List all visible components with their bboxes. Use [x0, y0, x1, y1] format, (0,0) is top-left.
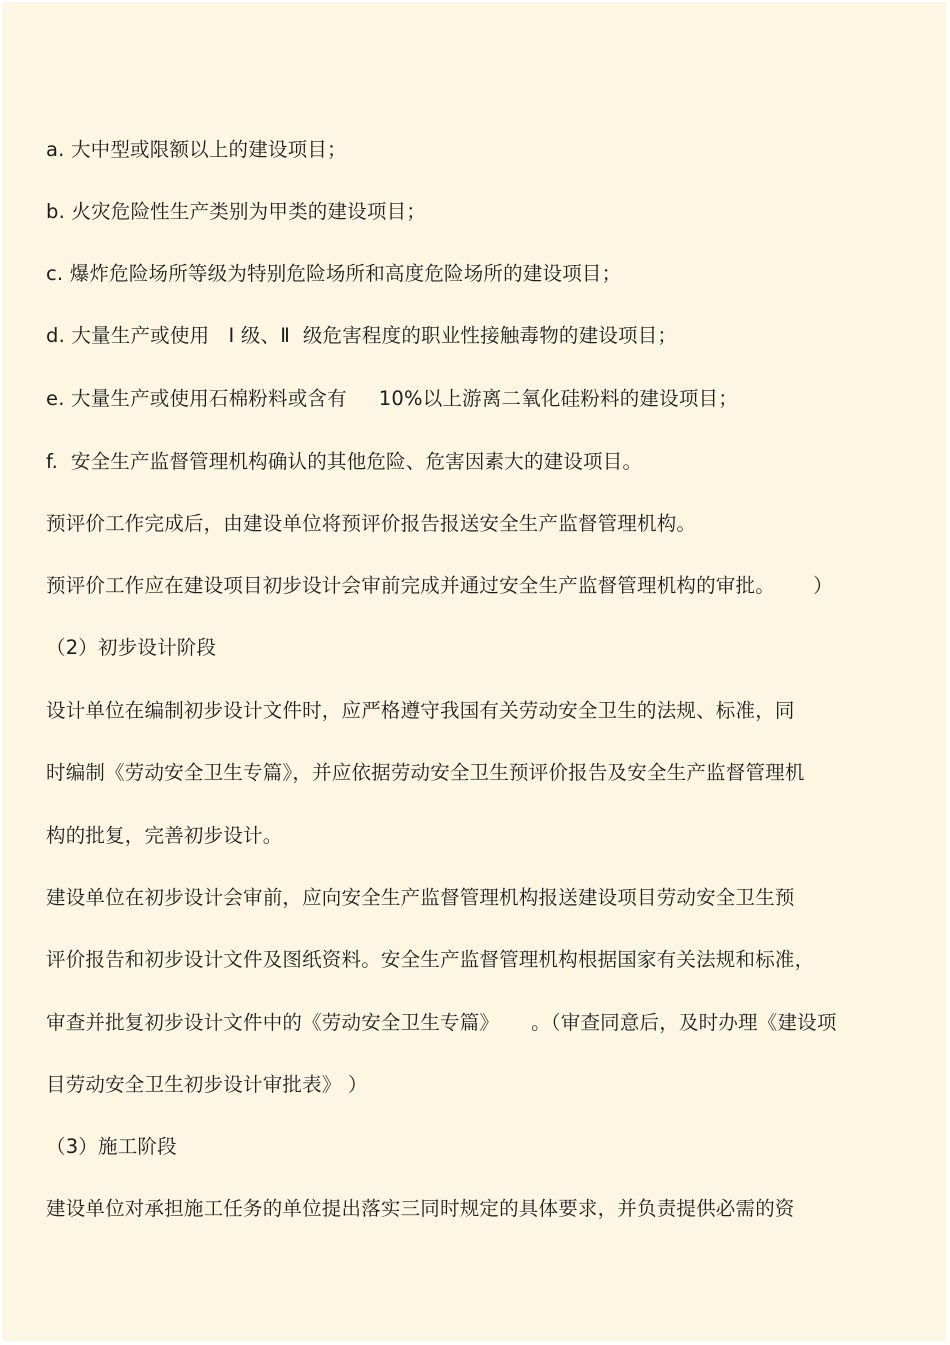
- paragraph-line: 时编制《劳动安全卫生专篇》，并应依据劳动安全卫生预评价报告及安全生产监督管理机: [46, 761, 805, 784]
- item-d-text: d. 大量生产或使用 Ⅰ 级、Ⅱ 级危害程度的职业性接触毒物的建设项目；: [46, 324, 678, 347]
- section-heading-construction: （3）施工阶段: [46, 1135, 177, 1158]
- item-e-text: e. 大量生产或使用石棉粉料或含有 10%以上游离二氧化硅粉料的建设项目；: [46, 387, 738, 410]
- item-f-text: f. 安全生产监督管理机构确认的其他危险、危害因素大的建设项目。: [46, 450, 643, 473]
- paragraph-line: 设计单位在编制初步设计文件时，应严格遵守我国有关劳动安全卫生的法规、标准，同: [46, 699, 795, 722]
- document-page: [2, 2, 946, 1341]
- paragraph-line: 建设单位在初步设计会审前，应向安全生产监督管理机构报送建设项目劳动安全卫生预: [46, 886, 795, 909]
- paragraph-line: 预评价工作完成后，由建设单位将预评价报告报送安全生产监督管理机构。: [46, 512, 697, 535]
- paragraph-line: 评价报告和初步设计文件及图纸资料。安全生产监督管理机构根据国家有关法规和标准，: [46, 948, 815, 971]
- item-a-text: a. 大中型或限额以上的建设项目；: [46, 138, 347, 161]
- paragraph-line: 审查并批复初步设计文件中的《劳动安全卫生专篇》 。（审查同意后，及时办理《建设项: [46, 1011, 837, 1034]
- item-c-text: c. 爆炸危险场所等级为特别危险场所和高度危险场所的建设项目；: [46, 262, 622, 285]
- paragraph-line: 建设单位对承担施工任务的单位提出落实三同时规定的具体要求，并负责提供必需的资: [46, 1197, 795, 1220]
- item-b-text: b. 火灾危险性生产类别为甲类的建设项目；: [46, 200, 426, 223]
- paragraph-line: 目劳动安全卫生初步设计审批表》 ）: [46, 1073, 368, 1096]
- paragraph-line: 预评价工作应在建设项目初步设计会审前完成并通过安全生产监督管理机构的审批。 ）: [46, 574, 833, 597]
- section-heading-preliminary-design: （2）初步设计阶段: [46, 636, 217, 659]
- paragraph-line: 构的批复，完善初步设计。: [46, 824, 283, 847]
